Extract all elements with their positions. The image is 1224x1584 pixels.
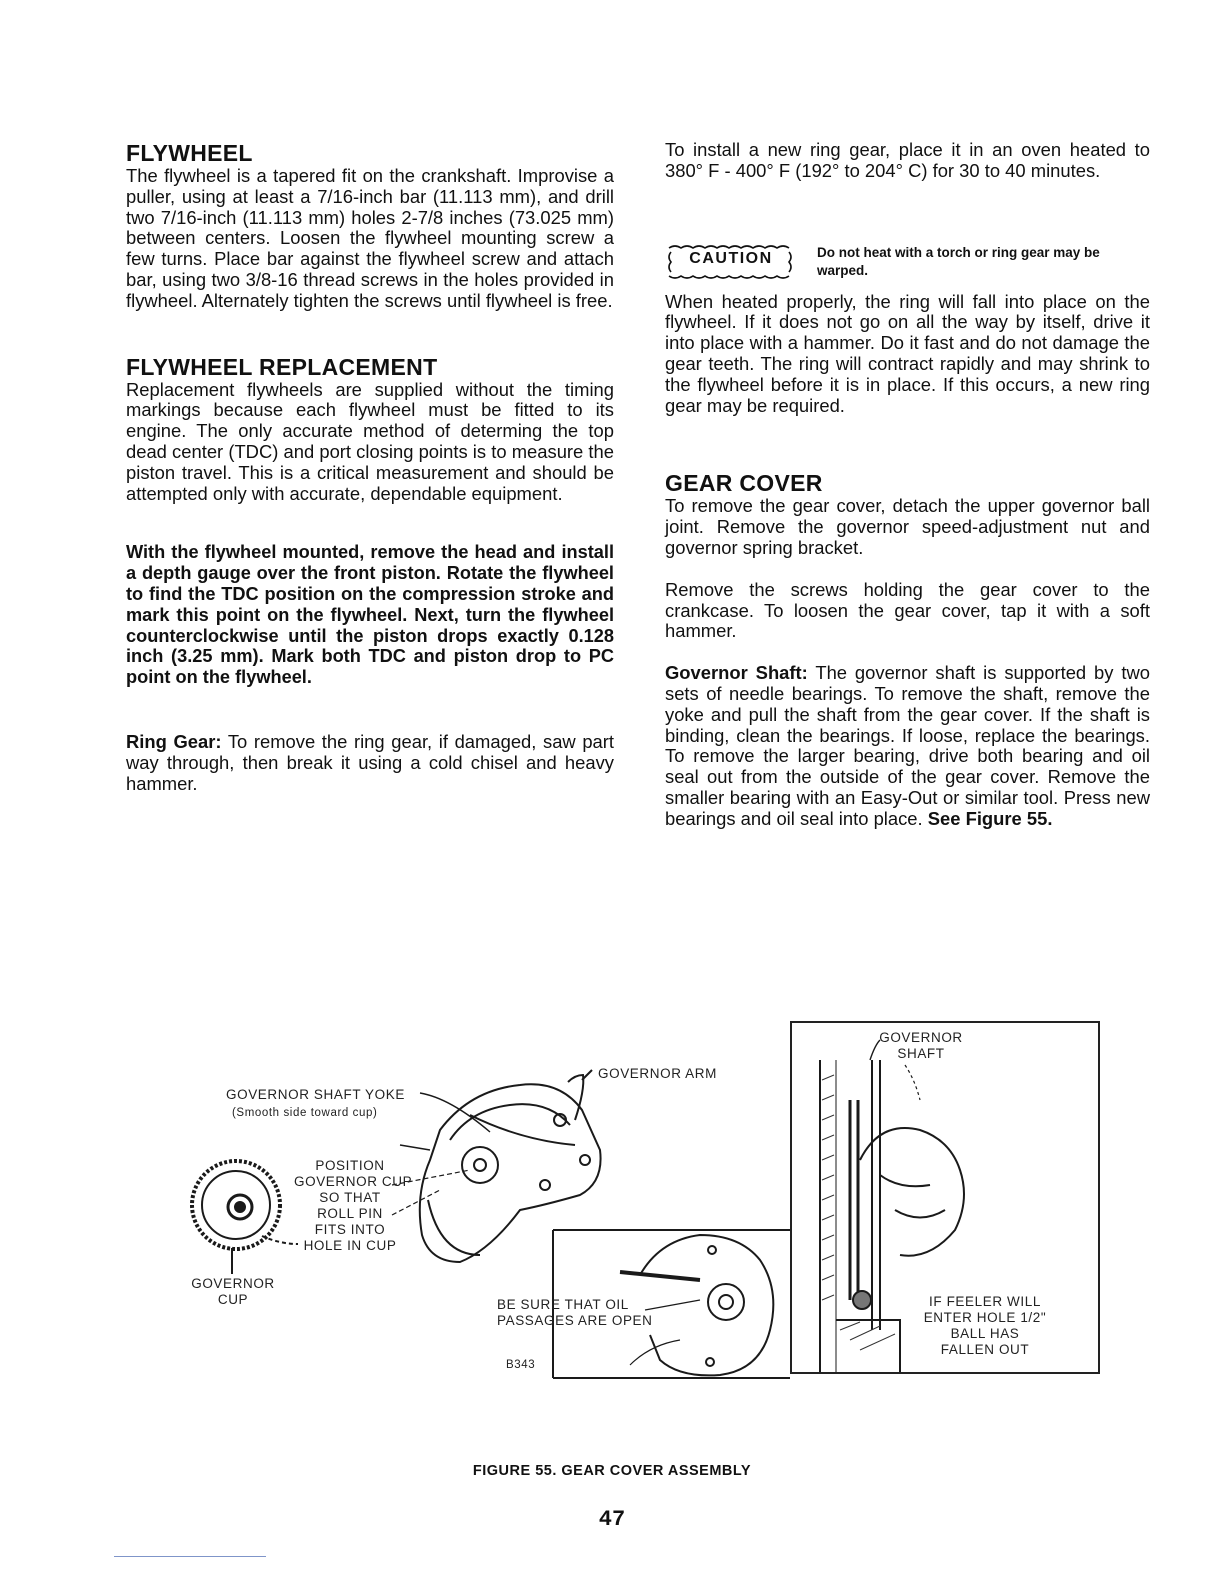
- gear-cover-paragraph-2: Remove the screws holding the gear cover to the crankcase. To loosen the gear cover, tap it with a soft hammer.: [665, 578, 1150, 642]
- oil-line-1: BE SURE THAT OIL: [497, 1297, 629, 1312]
- heated-paragraph: When heated properly, the ring will fall into place on the flywheel. If it does not go on all the way by itself, drive it into place with a hammer. Do it fast and do not damage the gear teeth. The ring will contract rapidly and may shrink to the flywheel before it is in place. If this occurs, a new ring gear may be required.: [665, 290, 1150, 416]
- position-line-1: POSITION: [315, 1158, 385, 1173]
- governor-shaft-line-1: GOVERNOR: [879, 1030, 963, 1045]
- position-line-2: GOVERNOR CUP: [294, 1174, 413, 1189]
- position-line-3: SO THAT: [319, 1190, 381, 1205]
- position-line-5: FITS INTO: [314, 1222, 386, 1237]
- ring-gear-paragraph: [126, 732, 614, 794]
- feeler-line-3: BALL HAS: [950, 1326, 1020, 1341]
- gear-cover-paragraph-1: To remove the gear cover, detach the upper governor ball joint. Remove the governor speed-adjustment nut and governor spring bracket.: [665, 495, 1150, 558]
- governor-shaft-label: [866, 1030, 976, 1062]
- oil-line-2: PASSAGES ARE OPEN: [497, 1313, 653, 1328]
- left-column: [126, 140, 614, 794]
- ring-gear-text: To remove the ring gear, if damaged, saw part way through, then break it using a cold chisel and heavy hammer.: [126, 730, 615, 794]
- governor-cup-label: [188, 1276, 278, 1308]
- governor-shaft-yoke-label: GOVERNOR SHAFT YOKE: [226, 1087, 405, 1102]
- feeler-line-1: IF FEELER WILL: [929, 1294, 1041, 1309]
- governor-shaft-line-2: SHAFT: [897, 1046, 945, 1061]
- flywheel-replacement-heading: FLYWHEEL REPLACEMENT: [126, 353, 438, 380]
- governor-arm-label: GOVERNOR ARM: [598, 1066, 717, 1081]
- gear-cover-heading: GEAR COVER: [665, 470, 823, 497]
- see-figure-text: See Figure 55.: [922, 807, 1053, 829]
- page-number: 47: [598, 1507, 626, 1532]
- smooth-side-label: (Smooth side toward cup): [232, 1107, 378, 1119]
- caution-notice: [665, 244, 1150, 280]
- tdc-paragraph: With the flywheel mounted, remove the head and install a depth gauge over the front piston. Rotate the flywheel to find the TDC position on the compression stroke and mark this point on the flywheel. Next, turn the flywheel counterclockwise until the piston drops exactly 0.128 inch (3.25 mm). Mark both TDC and piston drop to PC point on the flywheel.: [126, 542, 614, 688]
- replacement-paragraph: Replacement flywheels are supplied without the timing markings because each flywheel must be fitted to its engine. The only accurate method of determing the top dead center (TDC) and port closing points is to measure the piston travel. This is a critical measurement and should be attempted only with accurate, dependable equipment.: [126, 378, 614, 504]
- position-label: [294, 1158, 413, 1254]
- right-column: [665, 140, 1150, 830]
- caution-text: Do not heat with a torch or ring gear may be warped.: [817, 244, 1100, 278]
- flywheel-paragraph: The flywheel is a tapered fit on the crankshaft. Improvise a puller, using at least a 7/16-inch bar (11.113 mm), and drill two 7/16-inch (11.113 mm) holes 2-7/8 inches (73.025 mm) between centers. Loosen the flywheel mounting screw a few turns. Place bar against the flywheel screw and attach bar, using two 3/8-16 thread screws in the holes provided in flywheel. Alternately tighten the screws until flywheel is free.: [126, 165, 614, 311]
- caution-box: [665, 244, 797, 278]
- figure-code-label: B343: [506, 1359, 536, 1371]
- oil-passages-label: [497, 1297, 653, 1329]
- flywheel-heading: FLYWHEEL: [126, 140, 253, 166]
- position-line-6: HOLE IN CUP: [303, 1238, 397, 1253]
- position-line-4: ROLL PIN: [317, 1206, 383, 1221]
- caution-label: CAUTION: [689, 249, 773, 267]
- governor-cup-line-1: GOVERNOR: [191, 1276, 275, 1291]
- governor-shaft-paragraph: [665, 663, 1150, 829]
- feeler-line-2: ENTER HOLE 1/2": [923, 1310, 1047, 1325]
- feeler-line-4: FALLEN OUT: [940, 1342, 1030, 1357]
- feeler-note-label: [910, 1294, 1060, 1358]
- ring-gear-lead: Ring Gear:: [126, 730, 222, 752]
- governor-shaft-text: The governor shaft is supported by two sets of needle bearings. To remove the shaft, remove the yoke and pull the shaft from the gear cover. If the shaft is binding, clean the bearings. If loose, replace the bearings. To remove the larger bearing, drive both bearing and oil seal out from the outside of the gear cover. Remove the smaller bearing with an Easy-Out or similar tool. Press new bearings and oil seal into place.: [665, 662, 1150, 829]
- install-paragraph: To install a new ring gear, place it in an oven heated to 380° F - 400° F (192° to 204° C) for 30 to 40 minutes.: [665, 139, 1150, 181]
- footer-divider: [114, 1556, 266, 1557]
- figure-caption: FIGURE 55. GEAR COVER ASSEMBLY: [472, 1463, 752, 1479]
- governor-shaft-lead: Governor Shaft:: [665, 662, 808, 684]
- governor-cup-line-2: CUP: [217, 1292, 249, 1307]
